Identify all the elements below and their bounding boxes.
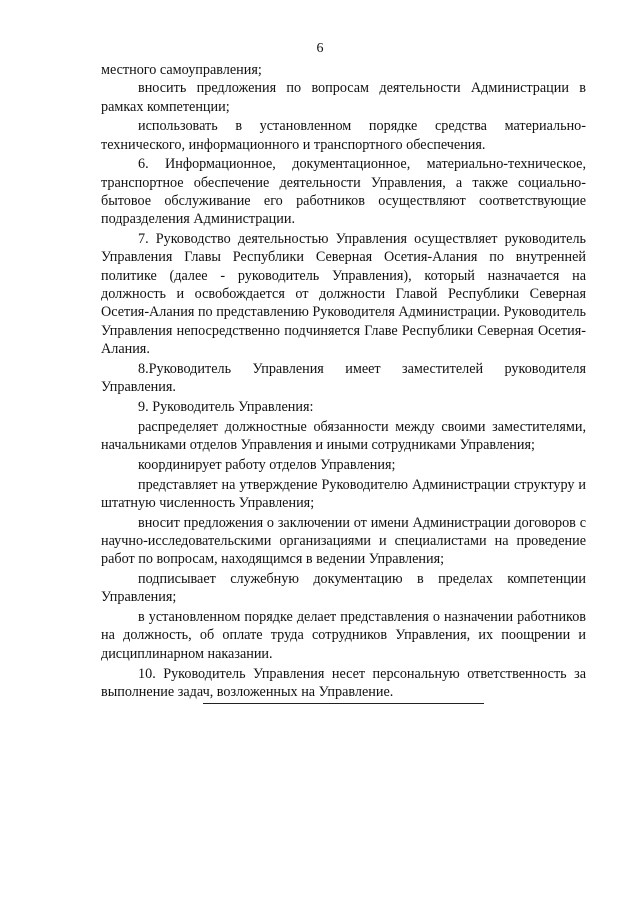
paragraph: подписывает служебную документацию в пределах компетенции Управления; [101, 571, 586, 606]
paragraph: распределяет должностные обязанности между своими заместителями, начальниками отделов Управления и иными сотрудниками Управления; [101, 418, 586, 453]
paragraph: вносить предложения по вопросам деятельности Администрации в рамках компетенции; [101, 80, 586, 115]
paragraph: использовать в установленном порядке средства материально-технического, информационного и транспортного обеспечения. [101, 118, 586, 153]
paragraph: 8.Руководитель Управления имеет заместителей руководителя Управления. [101, 360, 586, 396]
paragraph: 10. Руководитель Управления несет персональную ответственность за выполнение задач, возложенных на Управление. [101, 665, 586, 700]
paragraph: 7. Руководство деятельностью Управления осуществляет руководитель Управления Главы Республики Северная Осетия-Алания по внутренней политике (далее - руководитель Управления), который назначается на должность и освобождается от должности Главой Республики Северная Осетия-Алания по представлению Руководителя Администрации. Руководитель Управления непосредственно подчиняется Главе Республики Северная Осетия-Алания. [101, 231, 586, 357]
page-number: 6 [316, 41, 324, 56]
closing-separator-line [203, 703, 484, 704]
paragraph: координирует работу отделов Управления; [138, 456, 396, 473]
paragraph: 6. Информационное, документационное, материально-техническое, транспортное обеспечение деятельности Управления, а также социально-бытовое обслуживание его работников осуществляют соответствующие подразделения Администрации. [101, 156, 586, 228]
paragraph: местного самоуправления; [101, 62, 262, 78]
paragraph: 9. Руководитель Управления: [138, 398, 314, 415]
paragraph: представляет на утверждение Руководителю Администрации структуру и штатную численность Управления; [101, 476, 586, 511]
paragraph: вносит предложения о заключении от имени Администрации договоров с научно-исследовательскими организациями и специалистами на проведение работ по вопросам, находящимся в ведении Управления; [101, 514, 586, 568]
paragraph: в установленном порядке делает представления о назначении работников на должность, об оплате труда сотрудников Управления, их поощрении и дисциплинарном наказании. [101, 609, 586, 662]
document-body [101, 61, 586, 701]
